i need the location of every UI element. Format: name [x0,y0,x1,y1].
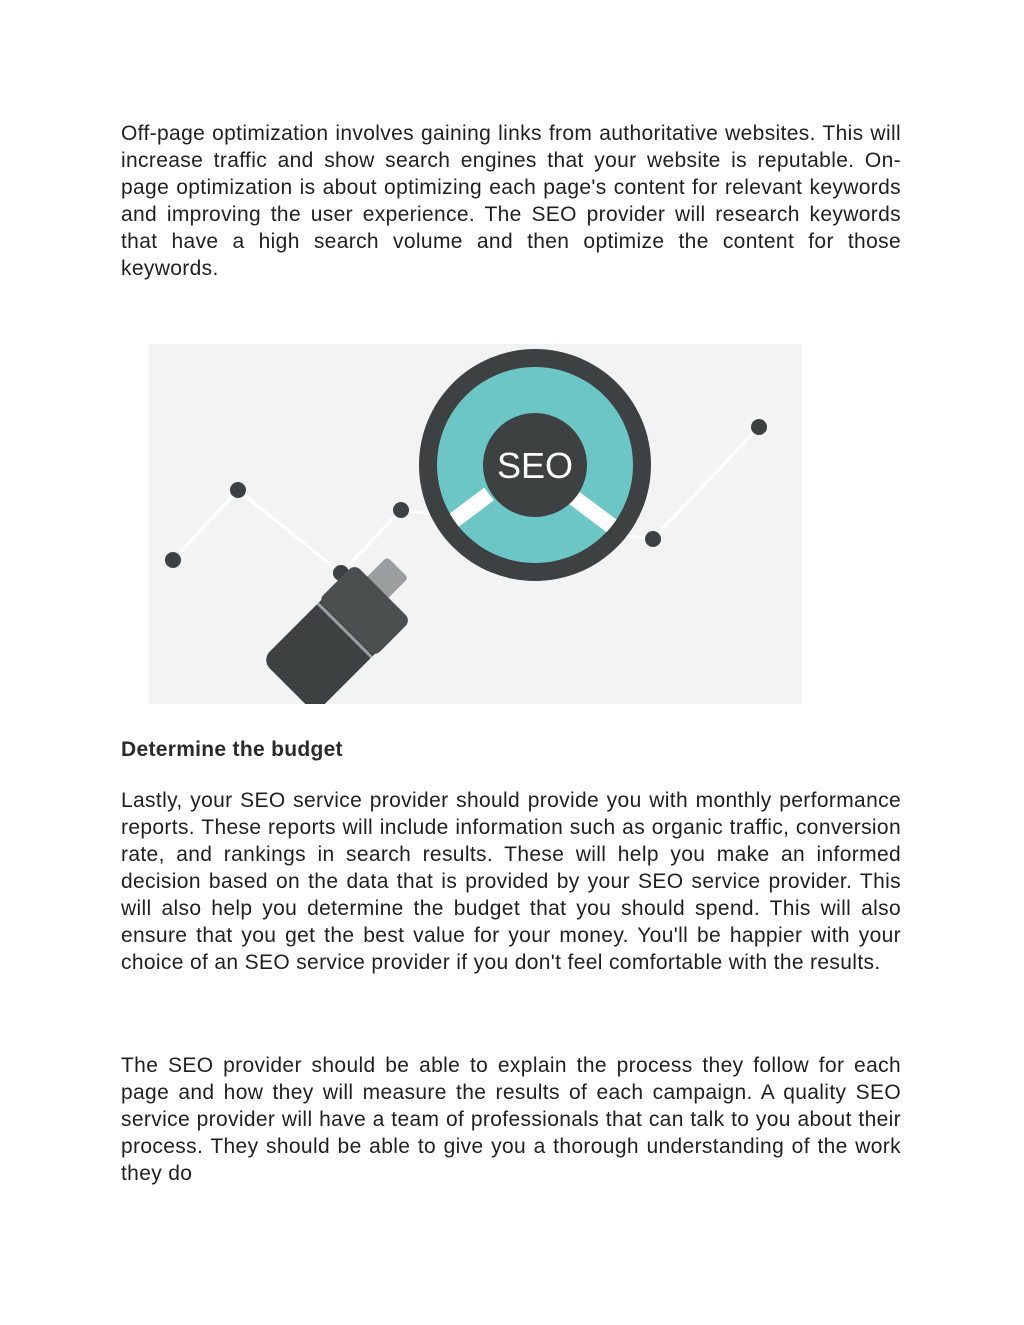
intro-paragraph: Off-page optimization involves gaining links from authoritative websites. This will increase traffic and show search engines that your website is reputable. On-page optimization is about optimizing each page's content for relevant keywords and improving the user experience. The SEO provider will research keywords that have a high search volume and then optimize the content for those keywords. [121,122,901,280]
section-heading: Determine the budget [121,738,343,761]
budget-paragraph: Lastly, your SEO service provider should provide you with monthly performance reports. These reports will include information such as organic traffic, conversion rate, and rankings in search results. These will help you make an informed decision based on the data that is provided by your SEO service provider. This will also help you determine the budget that you should spend. This will also ensure that you get the best value for your money. You'll be happier with your choice of an SEO service provider if you don't feel comfortable with the results. [121,789,901,974]
process-paragraph: The SEO provider should be able to explain the process they follow for each page and how they will measure the results of each campaign. A quality SEO service provider will have a team of professionals that can talk to you about their process. They should be able to give you a thorough understanding of the work they do [121,1054,901,1185]
trend-point [393,502,409,518]
trend-point [645,531,661,547]
seo-illustration [149,344,802,704]
trend-point [751,419,767,435]
seo-magnifier-graphic [149,344,802,704]
lens-label: SEO [496,445,574,486]
trend-point [165,552,181,568]
trend-point [230,482,246,498]
magnifier-lens [409,349,651,581]
